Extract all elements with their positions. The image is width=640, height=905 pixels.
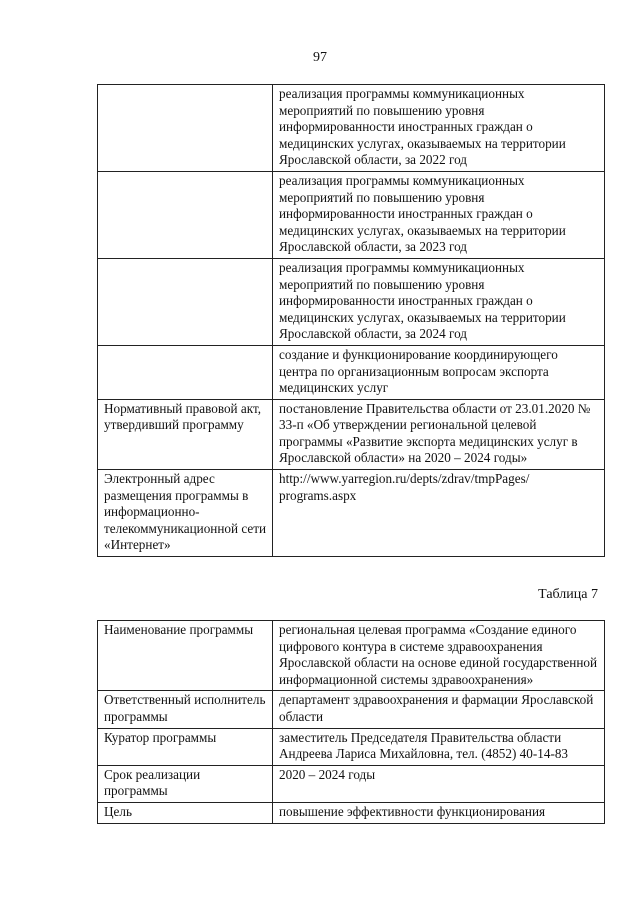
row-value: создание и функционирование координирующего центра по организационным вопросам экспорта медицинских услуг [273,345,605,399]
table-row [98,171,605,258]
program-url-link[interactable]: http://www.yarregion.ru/depts/zdrav/tmpPages/ programs.aspx [273,470,605,557]
row-value: постановление Правительства области от 23.01.2020 № 33-п «Об утверждении региональной целевой программы «Развитие экспорта медицинских услуг в Ярославской области» на 2020 – 2024 годы» [273,399,605,469]
table-caption: Таблица 7 [538,587,598,602]
table-row [98,765,605,802]
row-label: Ответственный исполнитель программы [98,691,273,728]
page-number: 97 [313,50,327,65]
row-label [98,171,273,258]
table-row [98,802,605,823]
table-row [98,258,605,345]
table-row [98,345,605,399]
row-label: Электронный адрес размещения программы в информационно-телекоммуникационной сети «Интернет» [98,470,273,557]
row-label: Цель [98,802,273,823]
row-label: Наименование программы [98,621,273,691]
row-value: реализация программы коммуникационных мероприятий по повышению уровня информированности иностранных граждан о медицинских услугах, оказываемых на территории Ярославской области, за 2022 год [273,85,605,172]
table-row [98,691,605,728]
table-row [98,621,605,691]
row-label [98,85,273,172]
row-value: заместитель Председателя Правительства области Андреева Лариса Михайловна, тел. (4852) 40-14-83 [273,728,605,765]
row-value: 2020 – 2024 годы [273,765,605,802]
table-row [98,399,605,469]
row-label [98,345,273,399]
row-value: региональная целевая программа «Создание единого цифрового контура в системе здравоохранения Ярославской области на основе единой государственной информационной системы здравоохранения» [273,621,605,691]
row-label: Нормативный правовой акт, утвердивший программу [98,399,273,469]
row-label [98,258,273,345]
row-label: Срок реализации программы [98,765,273,802]
program-passport-table-continued [97,84,605,557]
row-label: Куратор программы [98,728,273,765]
row-value: реализация программы коммуникационных мероприятий по повышению уровня информированности иностранных граждан о медицинских услугах, оказываемых на территории Ярославской области, за 2023 год [273,171,605,258]
row-value: департамент здравоохранения и фармации Ярославской области [273,691,605,728]
row-value: реализация программы коммуникационных мероприятий по повышению уровня информированности иностранных граждан о медицинских услугах, оказываемых на территории Ярославской области, за 2024 год [273,258,605,345]
table-row [98,470,605,557]
table-row [98,85,605,172]
program-passport-table-7 [97,620,605,824]
row-value: повышение эффективности функционирования [273,802,605,823]
table-row [98,728,605,765]
